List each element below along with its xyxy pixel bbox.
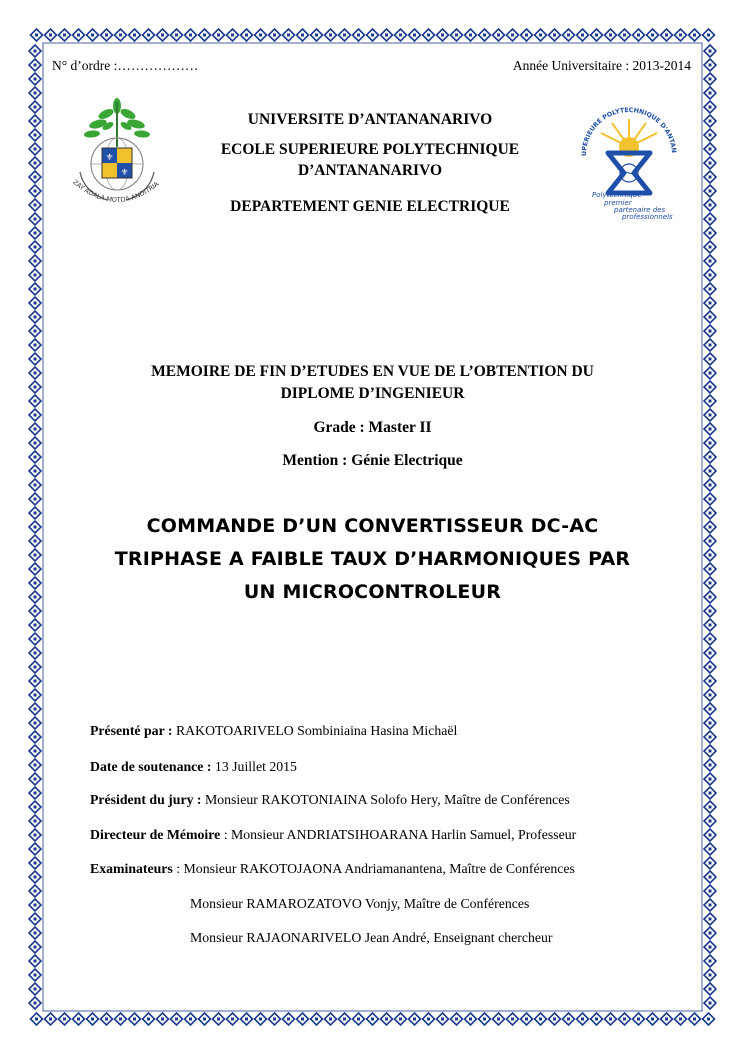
defense-date — [90, 759, 297, 775]
presented-by-label: Présenté par : — [90, 723, 173, 738]
thesis-director-label: Directeur de Mémoire — [90, 827, 221, 842]
svg-text:Polytechnique: Polytechnique — [592, 191, 642, 199]
svg-text:ECOLE SUPERIEURE POLYTECHNIQUE: UPERIEURE POLYTECHNIQUE D'ANTAN — [580, 106, 678, 157]
grade: Grade : Master II — [313, 419, 432, 436]
academic-year: Année Universitaire : 2013-2014 — [512, 58, 691, 73]
jury-president — [90, 792, 570, 808]
mention: Mention : Génie Electrique — [282, 452, 463, 469]
university-logo — [62, 92, 172, 212]
department-name: DEPARTEMENT GENIE ELECTRIQUE — [230, 198, 510, 215]
memoire-line1: MEMOIRE DE FIN D’ETUDES EN VUE DE L’OBTENTION DU — [151, 363, 594, 380]
svg-text:professionnels: professionnels — [622, 213, 673, 220]
school-name-line1: ECOLE SUPERIEURE POLYTECHNIQUE — [220, 141, 520, 158]
presented-by — [90, 723, 457, 739]
thesis-director — [90, 827, 576, 843]
svg-text:⚜: ⚜ — [120, 168, 129, 178]
espa-logo — [574, 95, 684, 220]
svg-text:⚜: ⚜ — [105, 153, 114, 163]
svg-text:IZAY ADALA MOTOA ANOITRIAN: ZAY ADALA MOTOA ANOITRIA — [71, 178, 161, 205]
school-name-line2: D’ANTANANARIVO — [297, 162, 443, 179]
examiner-2: Monsieur RAMAROZATOVO Vonjy, Maître de Conférences — [190, 896, 530, 911]
examiner-3: Monsieur RAJAONARIVELO Jean André, Enseignant chercheur — [190, 930, 553, 945]
thesis-director-value: : Monsieur ANDRIATSIHOARANA Harlin Samuel, Professeur — [220, 827, 577, 842]
examiner-1: : Monsieur RAKOTOJAONA Andriamanantena, Maître de Conférences — [172, 861, 575, 876]
jury-president-label: Président du jury : — [90, 792, 202, 807]
jury-president-value: Monsieur RAKOTONIAINA Solofo Hery, Maître de Conférences — [201, 792, 570, 807]
thesis-title-line2: TRIPHASE A FAIBLE TAUX D’HARMONIQUES PAR — [114, 548, 631, 570]
defense-date-value: 13 Juillet 2015 — [211, 759, 297, 774]
thesis-title-line3: UN MICROCONTROLEUR — [243, 581, 502, 603]
thesis-title-line1: COMMANDE D’UN CONVERTISSEUR DC-AC — [146, 515, 599, 537]
memoire-line2: DIPLOME D’INGENIEUR — [280, 385, 465, 402]
svg-text:partenaire des: partenaire des — [614, 206, 666, 214]
examiners-label: Examinateurs — [90, 861, 173, 876]
defense-date-label: Date de soutenance : — [90, 759, 212, 774]
examiners — [90, 861, 575, 877]
order-number: N° d’ordre :……………… — [52, 58, 199, 73]
university-name: UNIVERSITE D’ANTANANARIVO — [247, 111, 493, 128]
presented-by-value: RAKOTOARIVELO Sombiniaina Hasina Michaël — [172, 723, 458, 738]
svg-text:premier: premier — [604, 199, 632, 207]
